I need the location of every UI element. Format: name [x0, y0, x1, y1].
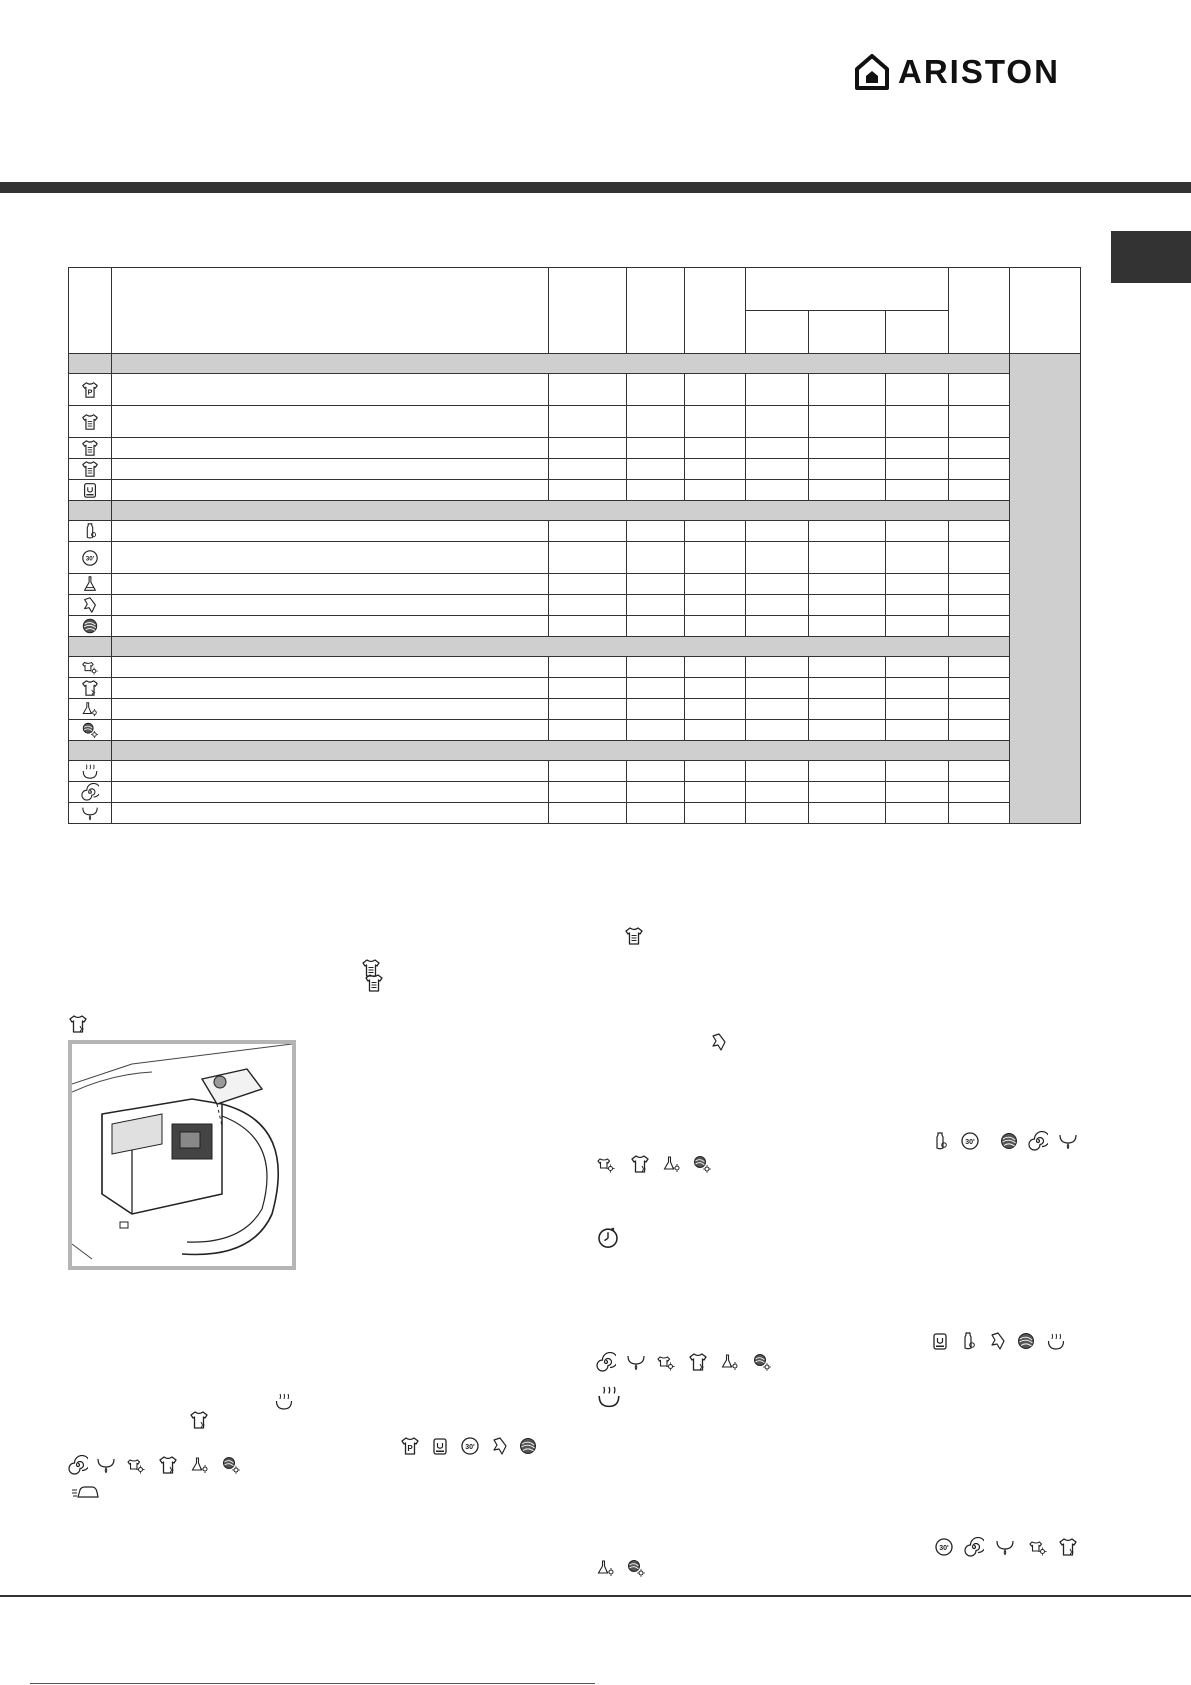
cotton-box-icon: [430, 1436, 450, 1456]
table-row: [69, 595, 1081, 616]
iron-icon: [68, 1482, 102, 1502]
brand-name: ARISTON: [898, 53, 1060, 90]
table-row: [69, 374, 1081, 406]
table-row: [69, 438, 1081, 459]
shirt-sun-icon: [126, 1455, 146, 1475]
shirt-sun-icon: [656, 1352, 676, 1372]
footer-thin-rule: [30, 1683, 595, 1684]
table-row: [69, 761, 1081, 782]
shirt-sun-icon: [596, 1154, 616, 1174]
table-row: [69, 542, 1081, 574]
spin-icon: [596, 1352, 616, 1372]
rinse-basin-icon: [274, 1391, 294, 1411]
brand-logo: [855, 52, 1060, 92]
spin-icon: [68, 1455, 88, 1475]
shirt-star-icon: [630, 1154, 650, 1174]
rinse-basin-icon: [596, 1383, 622, 1409]
flask-sun-icon: [81, 700, 99, 718]
spin-icon: [81, 783, 99, 801]
drain-icon: [995, 1537, 1015, 1557]
wool-sun-icon: [81, 721, 99, 739]
silk-icon: [490, 1436, 510, 1456]
shirt-star-icon: [189, 1410, 209, 1430]
shirt-star-icon: [1058, 1537, 1078, 1557]
table-section-header: [69, 501, 1081, 521]
baby-bottle-icon: [81, 522, 99, 540]
shirt-star-icon: [158, 1455, 178, 1475]
cotton-box-icon: [930, 1331, 950, 1351]
mix-30-icon: [460, 1436, 480, 1456]
language-tab: [1111, 231, 1191, 283]
shirt-lines-icon: [81, 439, 99, 457]
spin-icon: [964, 1537, 984, 1557]
drain-icon: [81, 804, 99, 822]
table-row: [69, 616, 1081, 637]
shirt-star-icon: [68, 1014, 88, 1034]
table-row: [69, 480, 1081, 501]
table-header-row: [69, 268, 1081, 311]
shirt-star-icon: [688, 1352, 708, 1372]
delicates-flask-icon: [81, 575, 99, 593]
cotton-box-icon: [81, 481, 99, 499]
mix-30-icon: [934, 1537, 954, 1557]
baby-bottle-icon: [930, 1131, 950, 1151]
mix-30-icon: [81, 549, 99, 567]
silk-icon: [709, 1032, 729, 1052]
baby-bottle-icon: [958, 1331, 978, 1351]
table-section-header: [69, 741, 1081, 761]
rinse-basin-icon: [1046, 1331, 1066, 1351]
detergent-dispenser-illustration: [68, 1040, 296, 1270]
table-section-header: [69, 637, 1081, 657]
wool-sun-icon: [626, 1558, 646, 1578]
drain-icon: [626, 1352, 646, 1372]
table-row: [69, 699, 1081, 720]
table-row: [69, 720, 1081, 741]
wool-icon: [1016, 1331, 1036, 1351]
table-row: [69, 459, 1081, 480]
flask-sun-icon: [662, 1154, 682, 1174]
shirt-sun-icon: [1028, 1537, 1048, 1557]
house-logo-icon: [855, 53, 889, 91]
flask-sun-icon: [596, 1558, 616, 1578]
mix-30-icon: [960, 1131, 980, 1151]
wool-sun-icon: [692, 1154, 712, 1174]
shirt-lines-icon: [81, 413, 99, 431]
flask-sun-icon: [720, 1352, 740, 1372]
table-row: [69, 678, 1081, 699]
table-row: [69, 406, 1081, 438]
drain-icon: [1058, 1131, 1078, 1151]
table-row: [69, 803, 1081, 824]
footer-rule: [0, 1595, 1191, 1597]
wool-icon: [518, 1436, 538, 1456]
shirt-p-icon: [81, 381, 99, 399]
table-row: [69, 574, 1081, 595]
table-section-header: [69, 354, 1081, 374]
wool-sun-icon: [221, 1455, 241, 1475]
programme-table: [68, 267, 1081, 824]
timer-icon: [596, 1225, 620, 1249]
wool-icon: [81, 617, 99, 635]
shirt-lines-icon: [364, 973, 384, 993]
shirt-p-icon: [400, 1436, 420, 1456]
table-row: [69, 782, 1081, 803]
table-row: [69, 521, 1081, 542]
wool-sun-icon: [752, 1352, 772, 1372]
drain-icon: [96, 1455, 116, 1475]
shirt-star-icon: [81, 679, 99, 697]
shirt-lines-icon: [624, 926, 644, 946]
wool-icon: [999, 1131, 1019, 1151]
rinse-basin-icon: [81, 762, 99, 780]
shirt-sun-icon: [81, 658, 99, 676]
flask-sun-icon: [190, 1455, 210, 1475]
header-rule: [0, 182, 1191, 193]
silk-icon: [81, 596, 99, 614]
shirt-lines-icon: [81, 460, 99, 478]
table-row: [69, 657, 1081, 678]
spin-icon: [1028, 1131, 1048, 1151]
silk-icon: [988, 1331, 1008, 1351]
